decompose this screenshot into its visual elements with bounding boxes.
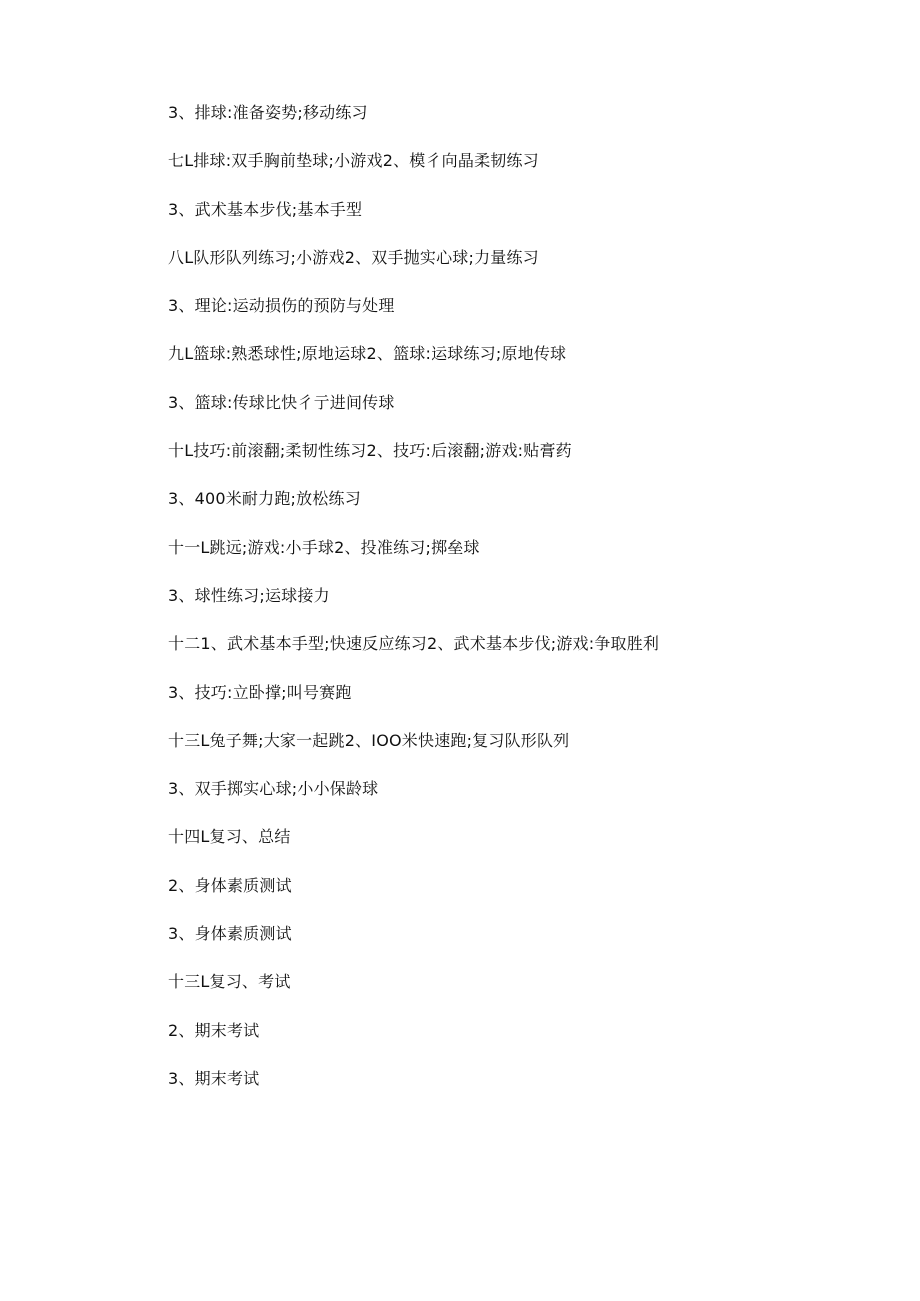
schedule-line: 八L队形队列练习;小游戏2、双手抛实心球;力量练习 xyxy=(168,247,539,267)
schedule-line: 十四L复习、总结 xyxy=(168,827,291,847)
schedule-line: 十一L跳远;游戏:小手球2、投准练习;掷垒球 xyxy=(168,537,480,557)
schedule-list xyxy=(168,100,868,1114)
schedule-line: 九L篮球:熟悉球性;原地运球2、篮球:运球练习;原地传球 xyxy=(168,344,567,364)
schedule-line: 3、理论:运动损伤的预防与处理 xyxy=(168,296,395,316)
schedule-line: 3、篮球:传球比快彳亍进间传球 xyxy=(168,392,395,412)
schedule-line: 十L技巧:前滚翻;柔韧性练习2、技巧:后滚翻;游戏:贴膏药 xyxy=(168,441,572,461)
schedule-line: 2、身体素质测试 xyxy=(168,875,292,895)
schedule-line: 3、身体素质测试 xyxy=(168,924,292,944)
schedule-line: 七L排球:双手胸前垫球;小游戏2、模彳向晶柔韧练习 xyxy=(168,151,539,171)
schedule-line: 3、武术基本步伐;基本手型 xyxy=(168,199,363,219)
schedule-line: 3、球性练习;运球接力 xyxy=(168,585,330,605)
schedule-line: 十二1、武术基本手型;快速反应练习2、武术基本步伐;游戏:争取胜利 xyxy=(168,634,660,654)
schedule-line: 2、期末考试 xyxy=(168,1020,260,1040)
schedule-line: 3、双手掷实心球;小小保龄球 xyxy=(168,779,379,799)
schedule-line: 3、排球:准备姿势;移动练习 xyxy=(168,103,368,122)
schedule-line: 3、期末考试 xyxy=(168,1068,260,1088)
schedule-line: 3、技巧:立卧撑;叫号赛跑 xyxy=(168,682,352,702)
schedule-line: 十三L兔子舞;大家一起跳2、IOO米快速跑;复习队形队列 xyxy=(168,730,570,750)
schedule-line: 3、400米耐力跑;放松练习 xyxy=(168,489,361,509)
schedule-line: 十三L复习、考试 xyxy=(168,972,291,992)
